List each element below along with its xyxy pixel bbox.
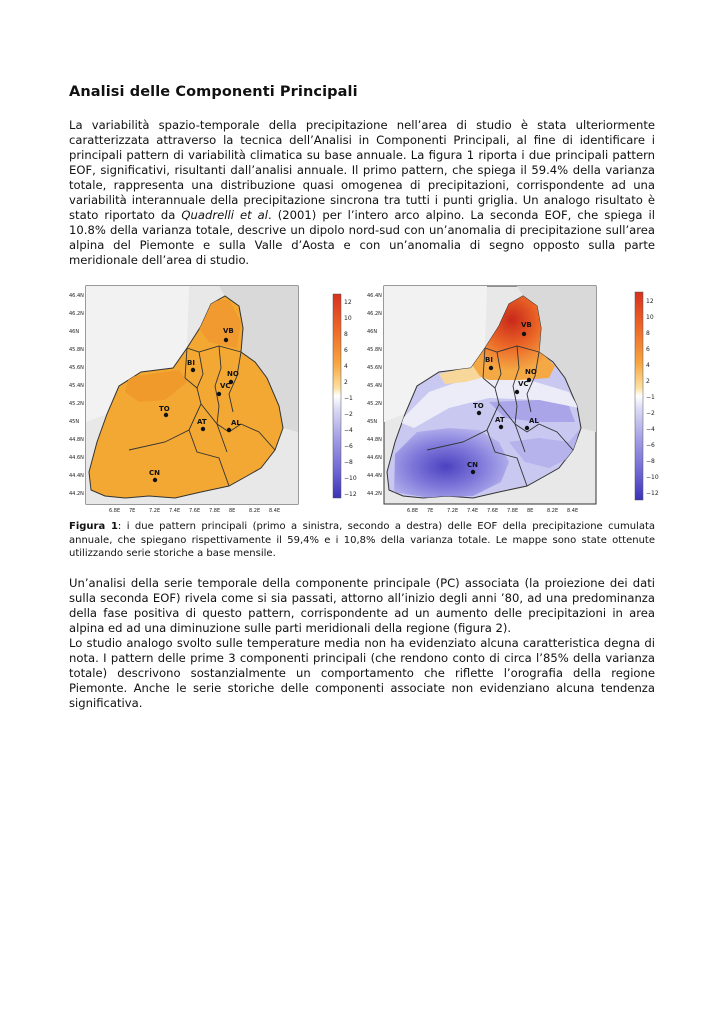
intro-text-after: . (2001) per l’intero arco alpino. La seconda EOF, che spiega il 10.8% della varianza totale, descrive un dipolo nord-sud con un’anomalia di precipitazione sull’area alpina del Piemonte e sulla Valle d’Aosta e con un’anomalia di segno opposto sulla parte meridionale dell’area di studio. [69,208,655,267]
lon-tick: 7E [427,508,434,514]
lon-tick: 8.2E [249,508,261,514]
colorbar-tick: 10 [344,315,352,322]
lon-tick: 7.6E [487,508,499,514]
city-label: BI [187,359,195,367]
lon-tick: 7.2E [447,508,459,514]
colorbar-tick: 2 [344,379,348,386]
lat-tick: 45N [367,419,378,425]
caption-label: Figura 1 [69,521,118,532]
colorbar-tick: −2 [344,411,353,418]
colorbar-tick: −6 [344,443,353,450]
lon-tick: 7.4E [169,508,181,514]
city-label: VB [521,321,532,329]
city-label: CN [467,461,478,469]
colorbar-tick: −10 [646,474,659,481]
paragraph-pc-analysis: Un’analisi della serie temporale della componente principale (PC) associata (la proiezione dei dati sulla seconda EOF) rivela come si sia passati, attorno all’inizio degli anni ’80, ad una predominanza della fase positiva di questo pattern, corrispondente ad un aumento delle precipitazioni in area alpina ed ad una diminuzione sulle parti meridionali della regione (figura 2). [69,576,655,635]
lat-tick: 44.2N [69,491,84,497]
lon-tick: 7.8E [507,508,519,514]
lon-tick: 8.4E [567,508,579,514]
intro-citation: Quadrelli et al [181,208,269,222]
city-label: TO [473,402,484,410]
city-label: BI [485,356,493,364]
lat-tick: 45.4N [69,383,84,389]
colorbar-1 [333,294,357,498]
city-label: AL [231,419,241,427]
lon-tick: 7.2E [149,508,161,514]
caption-text: : i due pattern principali (primo a sinistra, secondo a destra) delle EOF della precipitazione cumulata annuale, che spiegano rispettivamente il 59,4% e i 10,8% della varianza totale. Le mappe sono state ottenute utilizzando serie storiche a base mensile. [69,521,656,559]
lat-tick: 45.2N [367,401,382,407]
lon-tick: 8.4E [269,508,281,514]
colorbar-tick: 12 [646,298,654,305]
lat-tick: 46.2N [69,311,84,317]
lat-tick: 45.6N [367,365,382,371]
colorbar-tick: −4 [646,426,655,433]
lat-tick: 45.8N [69,347,84,353]
colorbar-tick: 4 [344,363,348,370]
colorbar-tick: −6 [646,442,655,449]
city-label: AT [197,418,207,426]
colorbar-tick: 6 [646,346,650,353]
lat-tick: 46N [69,329,80,335]
map-eof2 [367,286,596,514]
lon-tick: 8.2E [547,508,559,514]
section-heading: Analisi delle Componenti Principali [69,84,358,100]
lat-tick: 45.8N [367,347,382,353]
colorbar-tick: −8 [646,458,655,465]
colorbar-tick: −8 [344,459,353,466]
lat-tick: 45.2N [69,401,84,407]
figure-caption [69,520,655,561]
lon-tick: 8E [229,508,236,514]
lat-tick: 46.4N [69,293,84,299]
colorbar-tick: 10 [646,314,654,321]
lat-tick: 45.6N [69,365,84,371]
lat-tick: 46N [367,329,378,335]
lat-tick: 46.4N [367,293,382,299]
map-eof1 [69,286,298,514]
colorbar-tick: 2 [646,378,650,385]
paragraph-temperature: Lo studio analogo svolto sulle temperature media non ha evidenziato alcuna caratteristica degna di nota. I pattern delle prime 3 componenti principali (che rendono conto di circa l’85% della varianza totale) descrivono sostanzialmente un comportamento che riflette l’orografia della regione Piemonte. Anche le serie storiche delle componenti associate non evidenziano alcuna tendenza significativa. [69,636,655,710]
lat-tick: 44.2N [367,491,382,497]
lat-tick: 45.4N [367,383,382,389]
figure-1 [69,282,659,514]
colorbar-tick: −2 [646,410,655,417]
lon-tick: 6.8E [109,508,121,514]
city-label: VC [518,380,529,388]
lat-tick: 45N [69,419,80,425]
colorbar-tick: 8 [646,330,650,337]
lat-tick: 44.8N [69,437,84,443]
colorbar-tick: −12 [646,490,659,497]
document-body [69,84,655,268]
lat-tick: 44.4N [367,473,382,479]
lat-tick: 44.6N [69,455,84,461]
city-label: TO [159,405,170,413]
lat-tick: 44.6N [367,455,382,461]
colorbar-tick: −1 [646,394,655,401]
colorbar-tick: 8 [344,331,348,338]
lat-tick: 46.2N [367,311,382,317]
lon-tick: 7E [129,508,136,514]
city-label: NO [227,370,239,378]
colorbar-2 [635,292,659,500]
city-label: VC [220,382,231,390]
colorbar-tick: −4 [344,427,353,434]
colorbar-tick: −1 [344,395,353,402]
lon-tick: 6.8E [407,508,419,514]
lon-tick: 7.6E [189,508,201,514]
intro-text-before: La variabilità spazio-temporale della precipitazione nell’area di studio è stata ulteriormente caratterizzata attraverso la tecnica dell’Analisi in Componenti Principali, al fine di identificare i principali pattern di variabilità climatica su base annuale. La figura 1 riporta i due principali pattern EOF, significativi, risultanti dall’analisi annuale. Il primo pattern, che spiega il 59.4% della varianza totale, rappresenta una distribuzione quasi omogenea di precipitazioni, corrispondente ad una variabilità interannuale della precipitazione sincrona tra tutti i punti griglia. Un analogo risultato è stato riportato da [69,118,655,222]
city-label: CN [149,469,160,477]
lat-tick: 44.4N [69,473,84,479]
colorbar-tick: −12 [344,491,357,498]
intro-paragraph [69,118,655,268]
lon-tick: 7.8E [209,508,221,514]
lat-tick: 44.8N [367,437,382,443]
colorbar-tick: 4 [646,362,650,369]
colorbar-tick: −10 [344,475,357,482]
city-label: VB [223,327,234,335]
document-body-continued [69,576,655,711]
city-label: NO [525,368,537,376]
colorbar-tick: 12 [344,299,352,306]
lon-tick: 8E [527,508,534,514]
figure-svg [69,282,659,514]
lon-tick: 7.4E [467,508,479,514]
city-label: AT [495,416,505,424]
colorbar-tick: 6 [344,347,348,354]
city-label: AL [529,417,539,425]
